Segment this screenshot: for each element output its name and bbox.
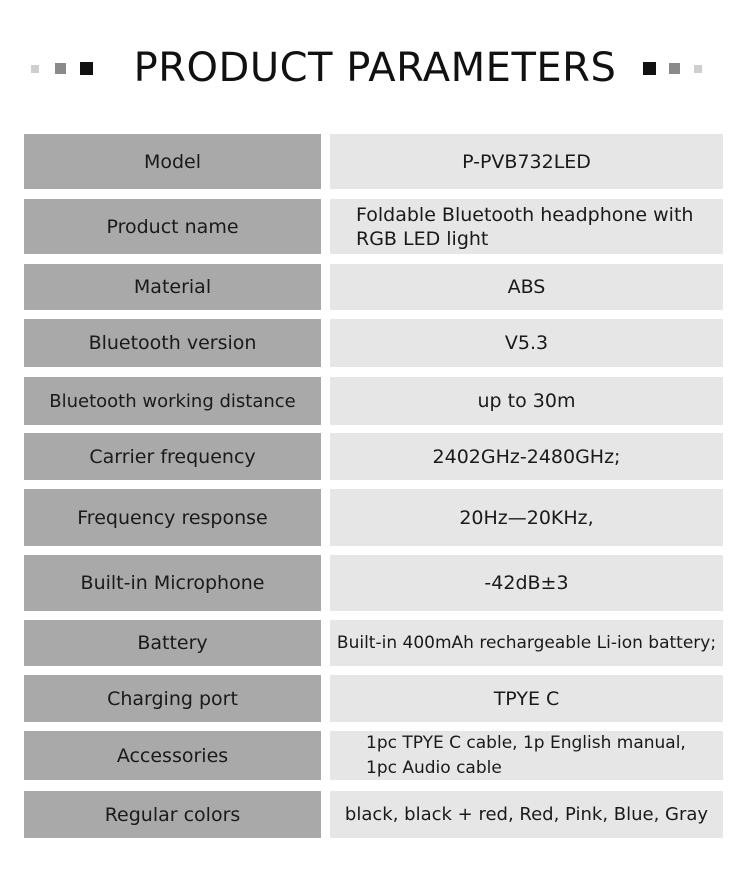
param-label: Carrier frequency — [24, 433, 321, 480]
table-row — [24, 433, 723, 480]
param-value: 20Hz—20KHz, — [330, 489, 723, 546]
param-label: Bluetooth version — [24, 319, 321, 367]
page-title: PRODUCT PARAMETERS — [133, 45, 617, 91]
table-row — [24, 620, 723, 666]
table-row — [24, 134, 723, 189]
param-value: TPYE C — [330, 675, 723, 722]
param-label: Battery — [24, 620, 321, 666]
table-row — [24, 199, 723, 254]
param-label: Model — [24, 134, 321, 189]
table-row — [24, 319, 723, 367]
param-value: 2402GHz-2480GHz; — [330, 433, 723, 480]
table-row — [24, 791, 723, 838]
param-label: Material — [24, 264, 321, 310]
table-row — [24, 731, 723, 780]
param-label: Charging port — [24, 675, 321, 722]
param-label: Product name — [24, 199, 321, 254]
param-value: P-PVB732LED — [330, 134, 723, 189]
param-value: up to 30m — [330, 377, 723, 425]
param-value: ABS — [330, 264, 723, 310]
param-value: 1pc TPYE C cable, 1p English manual, 1pc Audio cable — [330, 731, 723, 780]
param-label: Accessories — [24, 731, 321, 780]
param-value: -42dB±3 — [330, 555, 723, 611]
param-label: Frequency response — [24, 489, 321, 546]
table-row — [24, 264, 723, 310]
table-row — [24, 489, 723, 546]
table-row — [24, 675, 723, 722]
param-value: black, black + red, Red, Pink, Blue, Gray — [330, 791, 723, 838]
param-value: Built-in 400mAh rechargeable Li-ion battery; — [330, 620, 723, 666]
param-label: Bluetooth working distance — [24, 377, 321, 425]
table-row — [24, 377, 723, 425]
param-label: Built-in Microphone — [24, 555, 321, 611]
param-label: Regular colors — [24, 791, 321, 838]
param-value: V5.3 — [330, 319, 723, 367]
table-row — [24, 555, 723, 611]
param-value: Foldable Bluetooth headphone with RGB LED light — [330, 199, 723, 254]
